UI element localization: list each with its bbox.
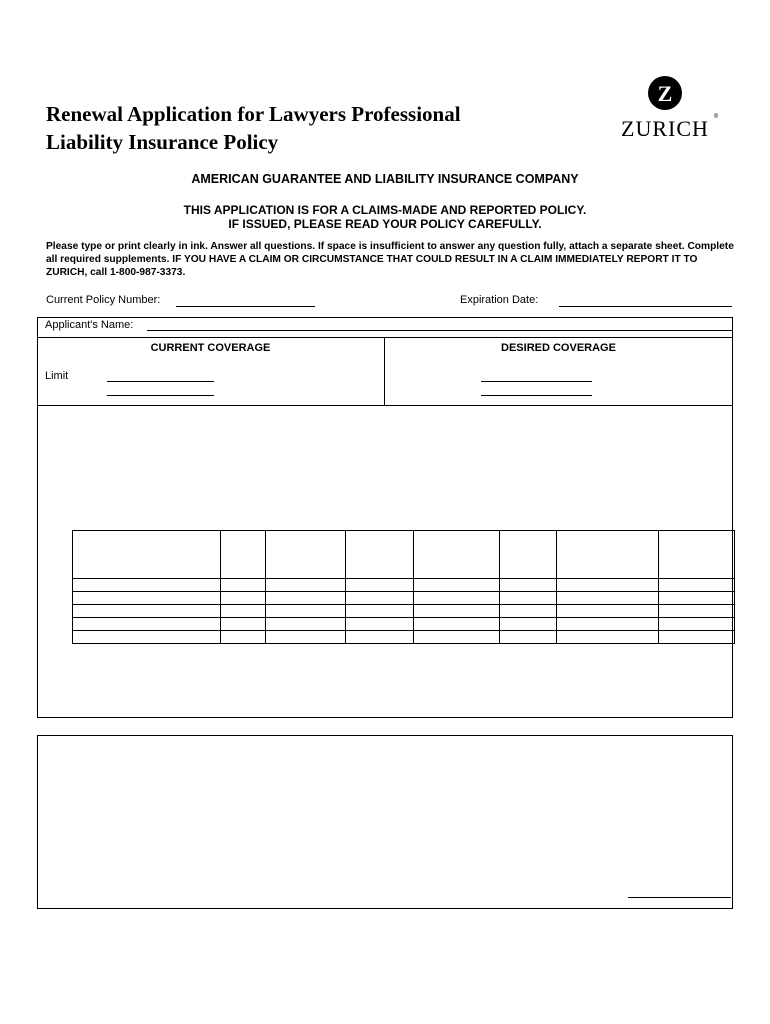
applicant-name-field[interactable] [147, 330, 732, 331]
expiration-date-label: Expiration Date: [460, 294, 539, 306]
desired-limit-field-1[interactable] [481, 381, 592, 382]
policy-number-field[interactable] [176, 306, 315, 307]
table-header-cell [500, 531, 557, 579]
signature-line-field[interactable] [628, 897, 731, 898]
table-row[interactable] [73, 618, 735, 631]
table-row[interactable] [73, 592, 735, 605]
signature-section-box [37, 735, 733, 909]
limit-label: Limit [45, 370, 69, 382]
current-limit-field-1[interactable] [107, 381, 214, 382]
table-row[interactable] [73, 579, 735, 592]
table-header-row [73, 531, 735, 579]
logo-z-letter: Z [657, 81, 673, 106]
instructions-text: Please type or print clearly in ink. Answer all questions. If space is insufficient to answer any question fully, attach a separate sheet. Complete all required supplements. IF YOU HAVE A CLAIM OR CIRCUMSTANCE THAT COULD RESULT IN A CLAIM IMMEDIATELY REPORT IT TO ZURICH, call 1-800-987-3373. [46, 241, 734, 278]
desired-limit-field-2[interactable] [481, 395, 592, 396]
notice-line-2: IF ISSUED, PLEASE READ YOUR POLICY CAREFULLY. [228, 217, 542, 231]
table-header-cell [414, 531, 500, 579]
table-header-cell [346, 531, 414, 579]
table-header-cell [221, 531, 266, 579]
desired-coverage-heading: DESIRED COVERAGE [501, 342, 616, 354]
logo-wordmark: ZURICH [621, 116, 709, 141]
current-coverage-heading: CURRENT COVERAGE [150, 342, 271, 354]
current-limit-field-2[interactable] [107, 395, 214, 396]
policy-number-label: Current Policy Number: [46, 294, 161, 306]
zurich-logo-mark [612, 74, 722, 142]
title-line-2: Liability Insurance Policy [46, 130, 279, 154]
table-header-cell [266, 531, 346, 579]
registered-mark: ® [713, 114, 719, 120]
expiration-date-field[interactable] [559, 306, 732, 307]
table-header-cell [659, 531, 735, 579]
coverage-divider [37, 337, 733, 338]
table-header-cell [73, 531, 221, 579]
claims-made-notice [0, 203, 770, 231]
table-row[interactable] [73, 605, 735, 618]
table-row[interactable] [73, 631, 735, 644]
zurich-logo [612, 74, 722, 142]
title-line-1: Renewal Application for Lawyers Professional [46, 102, 461, 126]
company-name: AMERICAN GUARANTEE AND LIABILITY INSURANCE COMPANY [191, 172, 579, 186]
page-title [46, 100, 461, 156]
history-table [72, 530, 735, 644]
applicant-name-label: Applicant's Name: [45, 319, 134, 331]
notice-line-1: THIS APPLICATION IS FOR A CLAIMS-MADE AND REPORTED POLICY. [183, 203, 587, 217]
table-header-cell [557, 531, 659, 579]
